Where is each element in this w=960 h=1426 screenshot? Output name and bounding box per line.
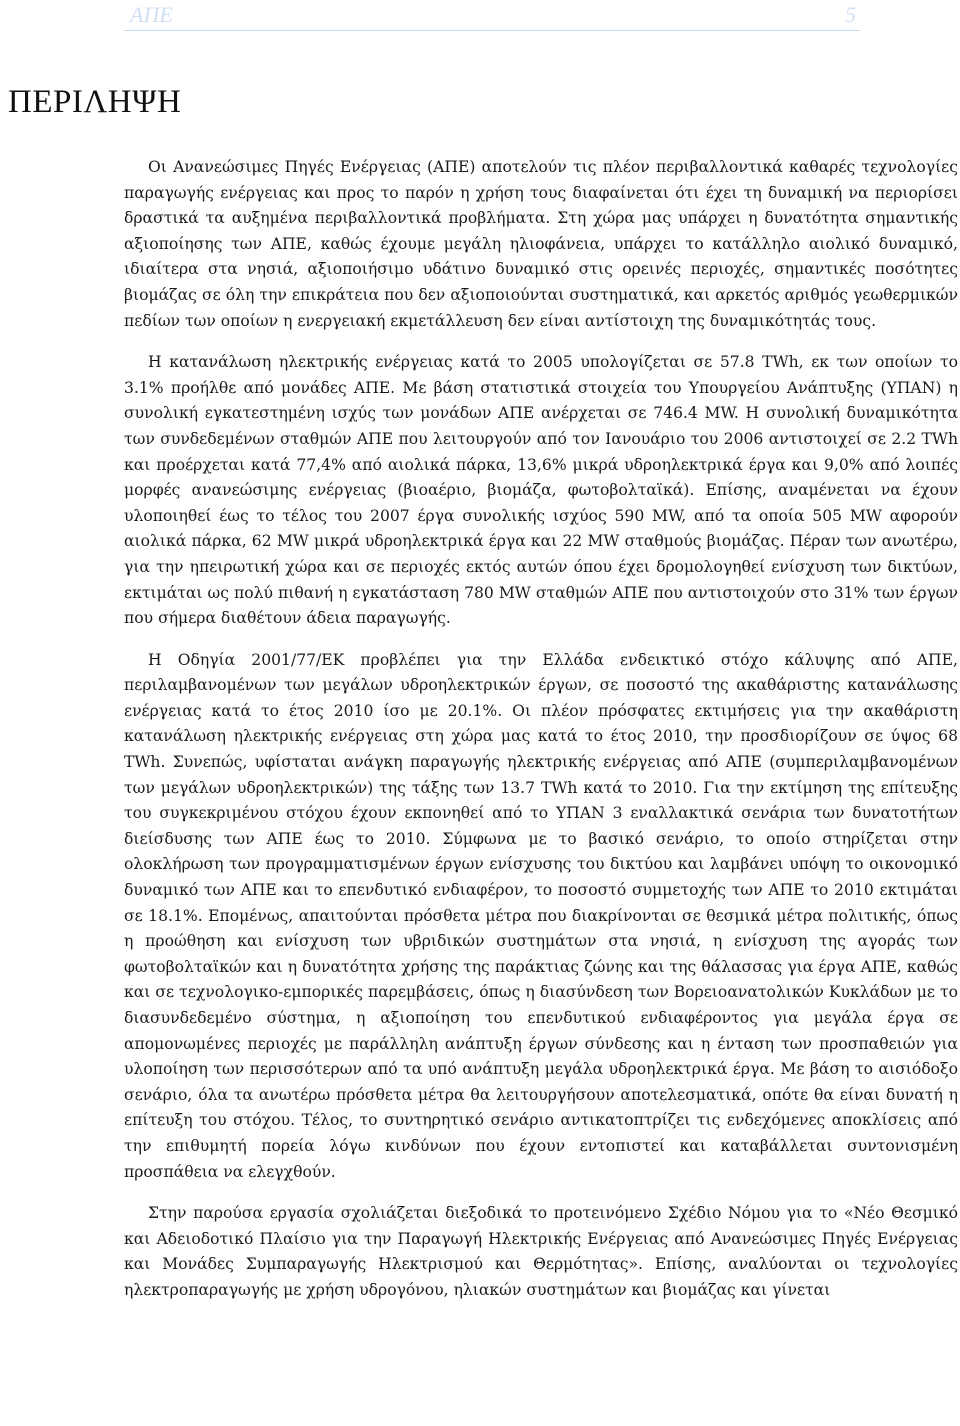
running-header-title: ΑΠΕ (130, 2, 173, 27)
page-header (124, 0, 860, 31)
paragraph-directive: Η Οδηγία 2001/77/ΕΚ προβλέπει για την Ελλάδα ενδεικτικό στόχο κάλυψης από ΑΠΕ, περιλαμβανομένων των μεγάλων υδροηλεκτρικών έργων, σε ποσοστό της ακαθάριστης κατανάλωσης ενέργειας κατά το έτος 2010 ίσο με 20.1%. Οι πλέον πρόσφατες εκτιμήσεις για την ακαθάριστη κατανάλωση ηλεκτρικής ενέργειας στη χώρα μας κατά το έτος 2010, την προσδιορίζουν σε ύψος 68 TWh. Συνεπώς, υφίσταται ανάγκη παραγωγής ηλεκτρικής ενέργειας από ΑΠΕ (συμπεριλαμβανομένων των μεγάλων υδροηλεκτρικών) της τάξης των 13.7 TWh κατά το 2010. Για την εκτίμηση της επίτευξης του συγκεκριμένου στόχου έχουν εκπονηθεί από το ΥΠΑΝ 3 εναλλακτικά σενάρια των δυνατοτήτων διείσδυσης των ΑΠΕ έως το 2010. Σύμφωνα με το βασικό σενάριο, το οποίο στηρίζεται στην ολοκλήρωση των προγραμματισμένων έργων ενίσχυσης του δικτύου και λαμβάνει υπόψη το οικονομικό δυναμικό των ΑΠΕ και το επενδυτικό ενδιαφέρον, το ποσοστό συμμετοχής των ΑΠΕ το 2010 εκτιμάται σε 18.1%. Επομένως, απαιτούνται πρόσθετα μέτρα που διακρίνονται σε θεσμικά μέτρα πολιτικής, όπως η προώθηση και ενίσχυση των υβριδικών συστημάτων στα νησιά, η ενίσχυση της αγοράς των φωτοβολταϊκών και η δυνατότητα χρήσης της παράκτιας ζώνης και της θάλασσας για έργα ΑΠΕ, καθώς και σε τεχνολογικο-εμπορικές παρεμβάσεις, όπως η διασύνδεση των Βορειοανατολικών Κυκλάδων με το διασυνδεδεμένο σύστημα, η αξιοποίηση του επενδυτικού ενδιαφέροντος για μεγάλα έργα σε απομονωμένες περιοχές με παράλληλη ανάπτυξη έργων σύνδεσης και η ένταση των προσπαθειών για υλοποίηση των περισσότερων από τα υπό ανάπτυξη μεγάλα υδροηλεκτρικά έργα. Με βάση το αισιόδοξο σενάριο, όλα τα ανωτέρω πρόσθετα μέτρα θα λειτουργήσουν αποτελεσματικά, οπότε θα είναι δυνατή η επίτευξη του στόχου. Τέλος, το συντηρητικό σενάριο αντικατοπτρίζει τις ενδεχόμενες αποκλίσεις από την επιθυμητή πορεία λόγω κινδύνων που έχουν εντοπιστεί και καταβάλλεται συντονισμένη προσπάθεια να ελεγχθούν. (124, 650, 958, 1181)
paragraph-consumption: Η κατανάλωση ηλεκτρικής ενέργειας κατά το 2005 υπολογίζεται σε 57.8 TWh, εκ των οποίων το 3.1% προήλθε από μονάδες ΑΠΕ. Με βάση στατιστικά στοιχεία του Υπουργείου Ανάπτυξης (ΥΠΑΝ) η συνολική εγκατεστημένη ισχύς των μονάδων ΑΠΕ ανέρχεται σε 746.4 MW. Η συνολική δυναμικότητα των συνδεδεμένων σταθμών ΑΠΕ που λειτουργούν από τον Ιανουάριο του 2006 αντιστοιχεί σε 2.2 TWh και προέρχεται κατά 77,4% από αιολικά πάρκα, 13,6% μικρά υδροηλεκτρικά έργα και 9,0% από λοιπές μορφές ανανεώσιμης ενέργειας (βιοαέριο, βιομάζα, φωτοβολταϊκά). Επίσης, αναμένεται να έχουν υλοποιηθεί έως το τέλος του 2007 έργα συνολικής ισχύος 590 MW, από τα οποία 505 MW αφορούν αιολικά πάρκα, 62 MW μικρά υδροηλεκτρικά έργα και 22 MW σταθμούς βιομάζας. Πέραν των ανωτέρω, για την ηπειρωτική χώρα και σε περιοχές εκτός αυτών όπου έχει δρομολογηθεί ενίσχυση των δικτύων, εκτιμάται ως πολύ πιθανή η εγκατάσταση 780 MW σταθμών ΑΠΕ που αντιστοιχούν στο 31% των έργων που σήμερα διαθέτουν άδεια παραγωγής. (124, 353, 958, 628)
paragraph-draft-law: Στην παρούσα εργασία σχολιάζεται διεξοδικά το προτεινόμενο Σχέδιο Νόμου για το «Νέο Θεσμικό και Αδειοδοτικό Πλαίσιο για την Παραγωγή Ηλεκτρικής Ενέργειας από Ανανεώσιμες Πηγές Ενέργειας και Μονάδες Συμπαραγωγής Ηλεκτρισμού και Θερμότητας». Επίσης, αναλύονται οι τεχνολογίες ηλεκτροπαραγωγής με χρήση υδρογόνου, ηλιακών συστημάτων και βιομάζας και γίνεται (124, 1204, 958, 1299)
summary-body (124, 155, 958, 1320)
page-number: 5 (845, 2, 856, 27)
section-title: ΠΕΡΙΛΗΨΗ (8, 84, 182, 120)
paragraph-intro: Οι Ανανεώσιμες Πηγές Ενέργειας (ΑΠΕ) αποτελούν τις πλέον περιβαλλοντικά καθαρές τεχνολογίες παραγωγής ενέργειας και προς το παρόν η χρήση τους διαφαίνεται ότι έχει τη δυναμική να περιορίσει δραστικά τα αυξημένα περιβαλλοντικά προβλήματα. Στη χώρα μας υπάρχει η δυνατότητα σημαντικής αξιοποίησης των ΑΠΕ, καθώς έχουμε μεγάλη ηλιοφάνεια, υπάρχει το κατάλληλο αιολικό δυναμικό, ιδιαίτερα στα νησιά, αξιοποιήσιμο υδάτινο δυναμικό στις ορεινές περιοχές, σημαντικές ποσότητες βιομάζας σε όλη την επικράτεια που δεν αξιοποιούνται συστηματικά, και αρκετός αριθμός γεωθερμικών πεδίων των οποίων η ενεργειακή εκμετάλλευση δεν είναι αντίστοιχη της δυναμικότητάς τους. (124, 158, 958, 330)
